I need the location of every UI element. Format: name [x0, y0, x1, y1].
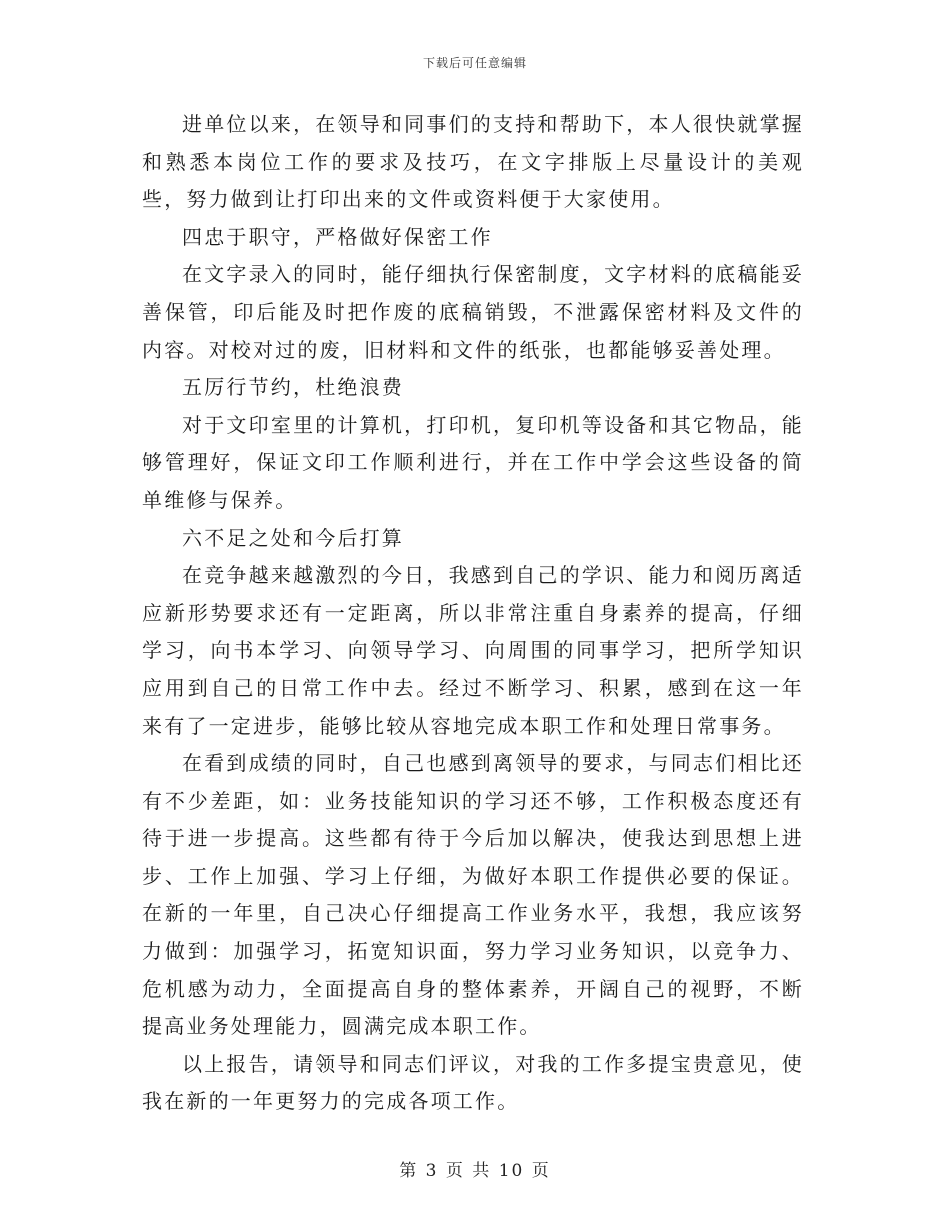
- paragraph-6: 以上报告，请领导和同志们评议，对我的工作多提宝贵意见，使我在新的一年更努力的完成各项工作。: [142, 1051, 804, 1114]
- current-page-number: 3: [425, 1161, 439, 1181]
- paragraph-1: 进单位以来，在领导和同事们的支持和帮助下，本人很快就掌握和熟悉本岗位工作的要求及技巧，在文字排版上尽量设计的美观些，努力做到让打印出来的文件或资料便于大家使用。: [142, 112, 804, 212]
- page-number-middle: 页 共: [445, 1161, 492, 1181]
- document-body: [142, 106, 804, 1121]
- page-number-suffix: 页: [531, 1161, 551, 1181]
- paragraph-5: 在看到成绩的同时，自己也感到离领导的要求，与同志们相比还有不少差距，如：业务技能知识的学习还不够，工作积极态度还有待于进一步提高。这些都有待于今后加以解决，使我达到思想上进步、工作上加强、学习上仔细，为做好本职工作提供必要的保证。 在新的一年里，自己决心仔细提高工作业务水平，我想，我应该努力做到：加强学习，拓宽知识面，努力学习业务知识，以竞争力、危机感为动力，全面提高自身的整体素养，开阔自己的视野，不断提高业务处理能力，圆满完成本职工作。: [142, 751, 804, 1039]
- page-header: 下载后可任意编辑: [422, 56, 527, 70]
- page-footer: [0, 1156, 950, 1181]
- section-heading-4: 四忠于职守，严格做好保密工作: [182, 224, 493, 249]
- paragraph-3: 对于文印室里的计算机，打印机，复印机等设备和其它物品，能够管理好，保证文印工作顺利进行，并在工作中学会这些设备的简单维修与保养。: [142, 412, 804, 512]
- page-number-prefix: 第: [399, 1161, 419, 1181]
- paragraph-2: 在文字录入的同时，能仔细执行保密制度，文字材料的底稿能妥善保管，印后能及时把作废的底稿销毁，不泄露保密材料及文件的内容。对校对过的废，旧材料和文件的纸张，也都能够妥善处理。: [142, 262, 804, 362]
- total-page-count: 10: [498, 1161, 525, 1181]
- section-heading-6: 六不足之处和今后打算: [182, 525, 404, 550]
- paragraph-4: 在竞争越来越激烈的今日，我感到自己的学识、能力和阅历离适应新形势要求还有一定距离，所以非常注重自身素养的提高，仔细学习，向书本学习、向领导学习、向周围的同事学习，把所学知识应用到自己的日常工作中去。经过不断学习、积累，感到在这一年来有了一定进步，能够比较从容地完成本职工作和处理日常事务。: [142, 563, 804, 738]
- section-heading-5: 五厉行节约，杜绝浪费: [182, 375, 404, 400]
